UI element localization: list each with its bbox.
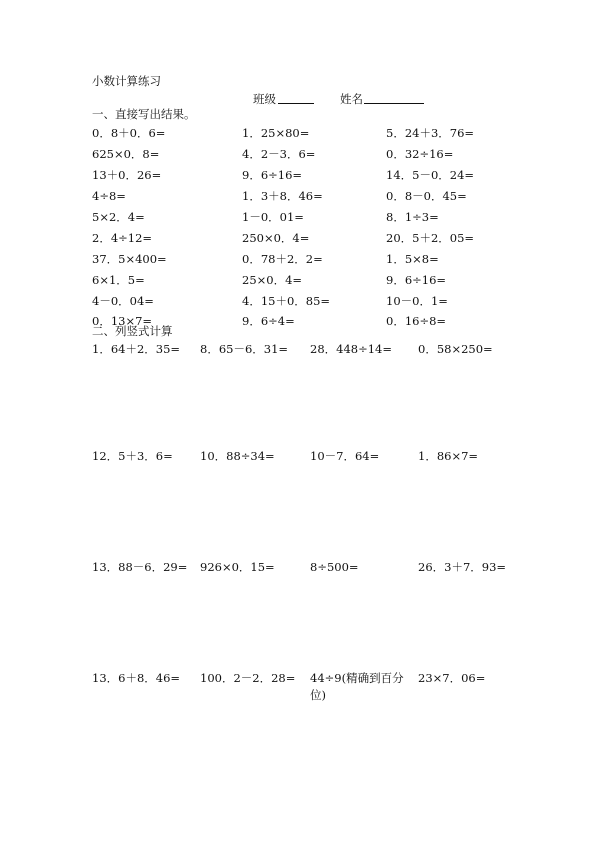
problem-item: 625×0．8= [92, 147, 160, 161]
problem-item: 1．5×8= [386, 252, 439, 266]
problem-item: 1．64＋2．35= [92, 342, 181, 356]
problem-item: 1－0．01= [242, 210, 304, 224]
problem-item: 0．78＋2．2= [242, 252, 323, 266]
problem-item: 0．58×250= [418, 342, 493, 356]
page-title: 小数计算练习 [92, 74, 161, 88]
problem-item: 0．8－0．45= [386, 189, 467, 203]
problem-item: 6×1．5= [92, 273, 145, 287]
problem-item: 13．6＋8．46= [92, 671, 181, 685]
problem-item: 25×0．4= [242, 273, 303, 287]
class-label: 班级 [253, 92, 276, 106]
problem-item: 23×7．06= [418, 671, 486, 685]
problem-item: 0．13×7= [92, 314, 153, 328]
name-label: 姓名 [340, 92, 363, 106]
problem-item: 8．1÷3= [386, 210, 439, 224]
problem-item: 1．3＋8．46= [242, 189, 323, 203]
problem-item: 0．32÷16= [386, 147, 454, 161]
problem-item: 13．88－6．29= [92, 560, 188, 574]
problem-item: 13＋0．26= [92, 168, 162, 182]
problem-item: 5．24＋3．76= [386, 126, 475, 140]
problem-item: 37．5×400= [92, 252, 167, 266]
problem-item: 12．5＋3．6= [92, 449, 173, 463]
problem-item: 4－0．04= [92, 294, 154, 308]
problem-item: 8．65－6．31= [200, 342, 289, 356]
problem-item: 44÷9(精确到百分位) [310, 671, 404, 702]
problem-item: 14．5－0．24= [386, 168, 475, 182]
problem-item: 20．5＋2．05= [386, 231, 475, 245]
problem-item: 10－0．1= [386, 294, 448, 308]
problem-item: 26．3＋7．93= [418, 560, 507, 574]
problem-item: 8÷500= [310, 560, 359, 574]
problem-item: 0．8＋0．6= [92, 126, 166, 140]
section1-heading: 一、直接写出结果。 [92, 107, 196, 121]
problem-item: 5×2．4= [92, 210, 145, 224]
section2-heading: 二、列竖式计算 [92, 324, 173, 338]
class-blank-line[interactable] [278, 91, 314, 104]
problem-item: 100．2－2．28= [200, 671, 296, 685]
problem-item: 9．6÷16= [386, 273, 447, 287]
problem-item: 28．448÷14= [310, 342, 392, 356]
problem-item: 2．4÷12= [92, 231, 153, 245]
problem-item: 4÷8= [92, 189, 126, 203]
problem-item: 10．88÷34= [200, 449, 275, 463]
problem-item: 1．86×7= [418, 449, 479, 463]
problem-item: 0．16÷8= [386, 314, 447, 328]
problem-item: 4．15＋0．85= [242, 294, 331, 308]
problem-item: 10－7．64= [310, 449, 380, 463]
problem-item: 250×0．4= [242, 231, 310, 245]
problem-item: 9．6÷4= [242, 314, 295, 328]
problem-item: 4．2－3．6= [242, 147, 316, 161]
problem-item: 926×0．15= [200, 560, 275, 574]
name-blank-line[interactable] [364, 91, 424, 104]
problem-item: 9．6÷16= [242, 168, 303, 182]
problem-item: 1．25×80= [242, 126, 310, 140]
